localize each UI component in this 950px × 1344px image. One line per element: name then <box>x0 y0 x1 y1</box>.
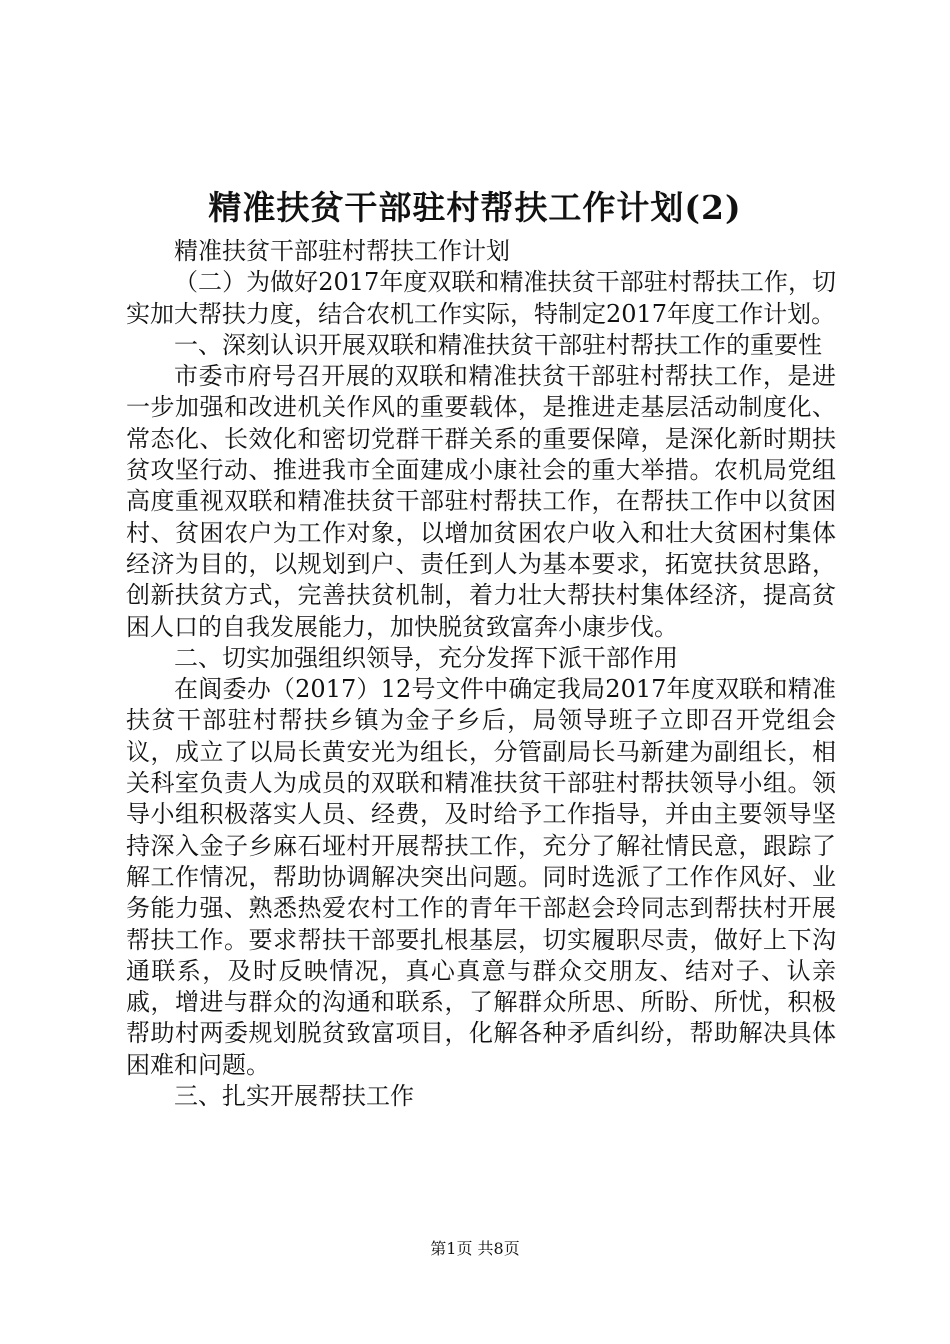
section-2-paragraph: 在阆委办（2017）12号文件中确定我局2017年度双联和精准扶贫干部驻村帮扶乡镇为金子乡后，局领导班子立即召开党组会议，成立了以局长黄安光为组长，分管副局长马新建为副组长，相关科室负责人为成员的双联和精准扶贫干部驻村帮扶领导小组。领导小组积极落实人员、经费，及时给予工作指导，并由主要领导坚持深入金子乡麻石垭村开展帮扶工作，充分了解社情民意，跟踪了解工作情况，帮助协调解决突出问题。同时选派了工作作风好、业务能力强、熟悉热爱农村工作的青年干部赵会玲同志到帮扶村开展帮扶工作。要求帮扶干部要扎根基层，切实履职尽责，做好上下沟通联系，及时反映情况，真心真意与群众交朋友、结对子、认亲戚，增进与群众的沟通和联系，了解群众所思、所盼、所忧，积极帮助村两委规划脱贫致富项目，化解各种矛盾纠纷，帮助解决具体困难和问题。 <box>126 675 836 1079</box>
page-footer: 第1页 共8页 <box>430 1239 520 1258</box>
intro-paragraph: （二）为做好2017年度双联和精准扶贫干部驻村帮扶工作，切实加大帮扶力度，结合农机工作实际，特制定2017年度工作计划。 <box>126 268 836 328</box>
document-title: 精准扶贫干部驻村帮扶工作计划(2) <box>208 188 742 227</box>
section-heading-3: 三、扎实开展帮扶工作 <box>174 1082 414 1111</box>
subtitle-paragraph: 精准扶贫干部驻村帮扶工作计划 <box>174 237 510 265</box>
section-heading-1: 一、深刻认识开展双联和精准扶贫干部驻村帮扶工作的重要性 <box>174 330 822 359</box>
section-1-paragraph: 市委市府号召开展的双联和精准扶贫干部驻村帮扶工作，是进一步加强和改进机关作风的重要载体，是推进走基层活动制度化、常态化、长效化和密切党群干群关系的重要保障，是深化新时期扶贫攻坚行动、推进我市全面建成小康社会的重大举措。农机局党组高度重视双联和精准扶贫干部驻村帮扶工作，在帮扶工作中以贫困村、贫困农户为工作对象，以增加贫困农户收入和壮大贫困村集体经济为目的，以规划到户、责任到人为基本要求，拓宽扶贫思路，创新扶贫方式，完善扶贫机制，着力壮大帮扶村集体经济，提高贫困人口的自我发展能力，加快脱贫致富奔小康步伐。 <box>126 362 836 641</box>
document-body <box>126 236 836 1112</box>
section-heading-2: 二、切实加强组织领导，充分发挥下派干部作用 <box>174 643 678 672</box>
